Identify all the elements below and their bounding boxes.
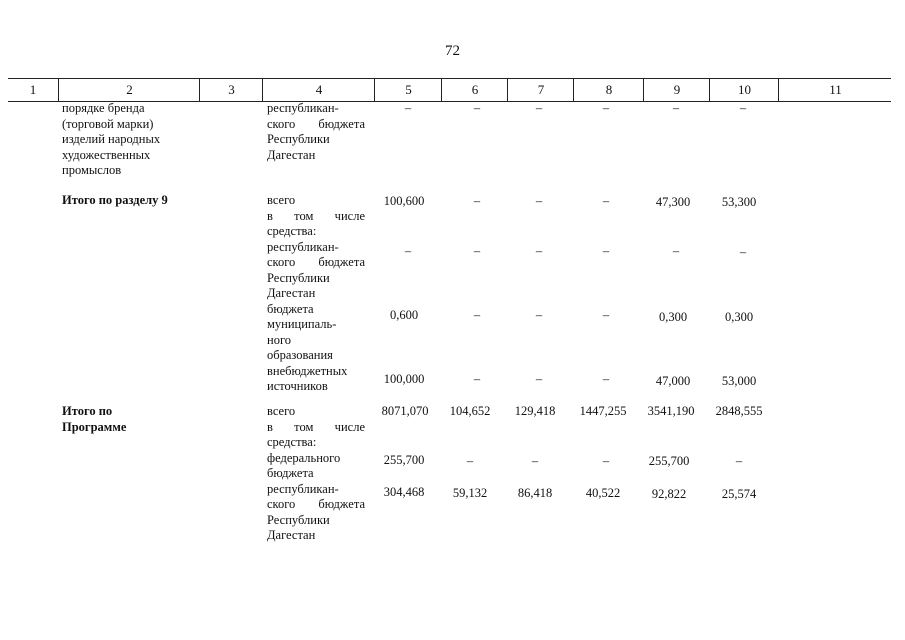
funding-line: Республики (267, 512, 330, 527)
value-cell: 40,522 (585, 486, 621, 500)
value-cell: – (739, 101, 747, 115)
funding-line: Республики (267, 270, 330, 285)
funding-line: ского бюджета (267, 497, 365, 511)
value-cell: – (535, 308, 543, 322)
value-cell: 8071,070 (381, 404, 429, 418)
table-header-row (8, 78, 891, 102)
value-cell: – (535, 194, 543, 208)
funding-line: республикан- (267, 101, 339, 115)
value-cell: – (473, 308, 481, 322)
funding-line: всего (267, 404, 296, 418)
value-cell: 100,000 (383, 372, 425, 386)
funding-line: в том числе (267, 419, 365, 434)
funding-line: в том числе (267, 208, 365, 223)
header-col-11: 11 (778, 79, 892, 101)
value-cell: – (672, 244, 680, 258)
header-col-5: 5 (374, 79, 442, 101)
value-cell: 129,418 (514, 404, 556, 418)
funding-line: внебюджетных (267, 363, 348, 378)
value-cell: 47,000 (655, 374, 691, 388)
value-cell: – (473, 244, 481, 258)
funding-line: Дагестан (267, 286, 316, 300)
row-item-name-line: изделий народных (62, 132, 161, 146)
header-col-9: 9 (643, 79, 710, 101)
funding-line: всего (267, 193, 296, 207)
row-item-name-line: художественных (62, 147, 151, 162)
program-title-line: Итого по (62, 404, 113, 418)
funding-line: бюджета (267, 301, 314, 316)
value-cell: 100,600 (383, 194, 425, 208)
funding-line: ного (267, 332, 292, 347)
funding-line: Республики (267, 132, 330, 146)
value-cell: – (473, 372, 481, 386)
value-cell: – (535, 244, 543, 258)
header-col-3: 3 (199, 79, 263, 101)
header-col-8: 8 (573, 79, 644, 101)
value-cell: 25,574 (721, 487, 757, 501)
row-item-name-line: порядке бренда (62, 101, 145, 115)
value-cell: – (602, 372, 610, 386)
header-col-6: 6 (441, 79, 508, 101)
program-title-line: Программе (62, 419, 127, 434)
header-col-7: 7 (507, 79, 574, 101)
value-cell: – (473, 194, 481, 208)
value-cell: – (735, 454, 743, 468)
value-cell: – (602, 194, 610, 208)
row-item-name-line: (торговой марки) (62, 116, 154, 131)
value-cell: 255,700 (383, 453, 425, 467)
funding-line: ского бюджета (267, 255, 365, 269)
funding-line: бюджета (267, 466, 314, 480)
section9-funding (267, 193, 365, 395)
value-cell: 0,300 (658, 310, 688, 324)
value-cell: – (602, 244, 610, 258)
header-col-1: 1 (29, 82, 37, 97)
value-cell: – (602, 454, 610, 468)
program-title (62, 404, 126, 435)
value-cell: – (466, 454, 474, 468)
value-cell: 59,132 (452, 486, 488, 500)
value-cell: – (531, 454, 539, 468)
value-cell: – (473, 101, 481, 115)
funding-line: Дагестан (267, 147, 316, 162)
funding-line: образования (267, 348, 333, 362)
funding-line: муниципаль- (267, 317, 337, 331)
row-item-name-line: промыслов (62, 163, 122, 177)
header-col-4: 4 (262, 79, 375, 101)
value-cell: 53,000 (721, 374, 757, 388)
value-cell: – (535, 372, 543, 386)
value-cell: 1447,255 (579, 404, 627, 418)
page-number: 72 (445, 43, 460, 59)
value-cell: 0,300 (724, 310, 754, 324)
value-cell: 255,700 (648, 454, 690, 468)
funding-line: ского бюджета (267, 116, 365, 131)
funding-line: республикан- (267, 239, 339, 254)
row-funding-source (267, 101, 365, 163)
value-cell: 3541,190 (647, 404, 695, 418)
value-cell: 304,468 (383, 485, 425, 499)
row-item-name (62, 101, 160, 179)
value-cell: – (739, 245, 747, 259)
value-cell: 2848,555 (715, 404, 763, 418)
funding-line: средства: (267, 435, 317, 449)
funding-line: республикан- (267, 481, 339, 496)
section9-title: Итого по разделу 9 (62, 193, 168, 207)
funding-line: средства: (267, 224, 317, 238)
value-cell: – (672, 101, 680, 115)
value-cell: 0,600 (389, 308, 419, 322)
value-cell: – (404, 101, 412, 115)
value-cell: 47,300 (655, 195, 691, 209)
value-cell: 53,300 (721, 195, 757, 209)
value-cell: – (535, 101, 543, 115)
value-cell: 92,822 (651, 487, 687, 501)
value-cell: – (602, 308, 610, 322)
program-funding (267, 404, 365, 544)
funding-line: федерального (267, 450, 341, 465)
header-col-10: 10 (709, 79, 779, 101)
header-col-2: 2 (58, 79, 200, 101)
funding-line: Дагестан (267, 528, 316, 542)
value-cell: 104,652 (449, 404, 491, 418)
value-cell: 86,418 (517, 486, 553, 500)
value-cell: – (404, 244, 412, 258)
funding-line: источников (267, 379, 328, 393)
value-cell: – (602, 101, 610, 115)
